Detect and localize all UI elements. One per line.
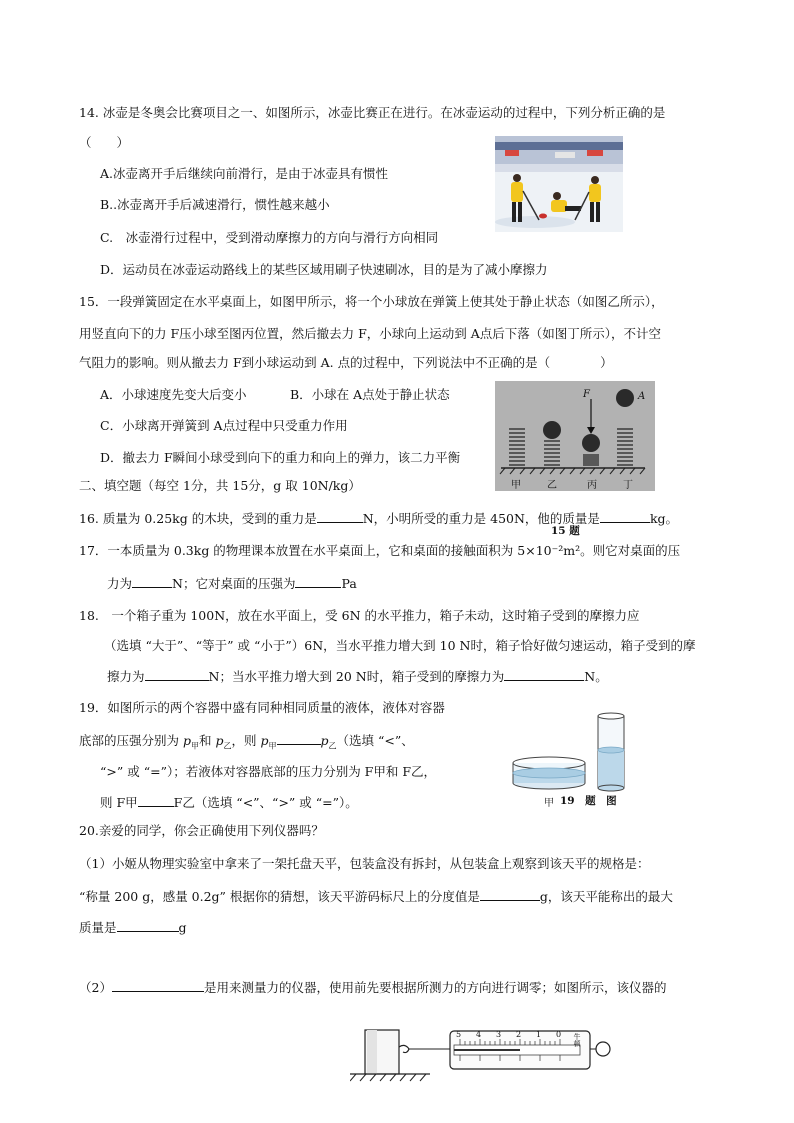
q18-part-1: 擦力为: [107, 669, 145, 684]
q17-part-1: 力为: [107, 576, 133, 591]
spring-balance-figure: [350, 1025, 612, 1087]
q20-p2-text-b: 是用来测量力的仪器，使用前先要根据所测力的方向进行调零；如图所示，该仪器的: [203, 980, 667, 995]
q18-part-3: N。: [584, 669, 608, 684]
q15-line-3: 气阻力的影响。则从撤去力 F到小球运动到 A. 点的过程中，下列说法中不正确的是（ ）: [79, 355, 613, 370]
q15-option-a: A．小球速度先变大后变小: [100, 387, 247, 402]
q20-blank-1[interactable]: [480, 888, 540, 901]
q19-line-3: “>” 或 “=”）；若液体对容器底部的压力分别为 F甲和 F乙，: [100, 764, 436, 779]
q16-part-3: kg。: [649, 511, 679, 526]
scale-num-4: 4: [476, 1030, 482, 1039]
label-ding: 丁: [623, 480, 633, 491]
q15-line-1: 15．一段弹簧固定在水平桌面上，如图甲所示，将一个小球放在弹簧上使其处于静止状态（如图乙所示），: [79, 294, 664, 309]
scale-num-2: 2: [516, 1030, 522, 1039]
q19-blank-2[interactable]: [138, 794, 174, 807]
q17-part-2: N；它对桌面的压强为: [172, 576, 296, 591]
q17-part-3: Pa: [341, 576, 357, 591]
q16-blank-2[interactable]: [600, 510, 650, 523]
p-jia-symbol-2: p: [260, 733, 269, 748]
q17-blank-2[interactable]: [295, 575, 341, 588]
q18-blank-2[interactable]: [504, 668, 584, 681]
q20-p1-line-2: [79, 888, 673, 905]
force-label: F: [583, 389, 590, 400]
q15-option-c: C．小球离开弹簧到 A点过程中只受重力作用: [100, 418, 348, 433]
q18-line-3: [107, 668, 608, 685]
label-jia: 甲: [511, 480, 521, 491]
q17-line-2: [107, 575, 357, 592]
q15-option-d: D．撤去力 F瞬间小球受到向下的重力和向上的弹力，该二力平衡: [100, 450, 461, 465]
q19-figure-caption: 19 题 图: [560, 795, 617, 807]
q14-option-b: B..冰壶离开手后减速滑行，惯性越来越小: [100, 197, 330, 212]
p-jia-sub: 甲: [191, 741, 199, 751]
q20-p1-line-3: [79, 919, 187, 936]
q19-text-a: 底部的压强分别为: [79, 733, 183, 748]
q14-paren: （ ）: [79, 135, 130, 150]
q20-p1-text-b: g，该天平能称出的最大: [539, 889, 673, 904]
q20-p2-line: [79, 979, 666, 996]
q14-option-d: D．运动员在冰壶运动路线上的某些区域用刷子快速刷冰，目的是为了减小摩擦力: [100, 262, 548, 277]
point-a-label: A: [638, 391, 646, 402]
q16-blank-1[interactable]: [317, 510, 363, 523]
q20-p1-line-1: （1）小姬从物理实验室中拿来了一架托盘天平，包装盒没有拆封，从包装盒上观察到该天平的规格是：: [79, 856, 650, 871]
p-yi-symbol-2: p: [320, 733, 329, 748]
q19-line-1: 19．如图所示的两个容器中盛有同种相同质量的液体，液体对容器: [79, 700, 445, 715]
container-jia-label: 甲: [544, 798, 554, 808]
q18-line-2: （选填 “大于”、“等于” 或 “小于”）6N，当水平推力增大到 10 N时，箱子恰好做匀速运动，箱子受到的摩: [104, 638, 696, 653]
q19-text-e: 则 F甲: [100, 795, 138, 810]
p-yi-sub-2: 乙: [328, 741, 337, 751]
scale-num-3: 3: [496, 1030, 502, 1039]
spring-figure: [495, 381, 655, 491]
p-yi-sub: 乙: [223, 741, 232, 751]
q20-p1-text-d: g: [178, 920, 187, 935]
q17-line-1: 17．一本质量为 0.3kg 的物理课本放置在水平桌面上，它和桌面的接触面积为 5×10⁻²m²。则它对桌面的压: [79, 543, 681, 558]
q16-part-2: N，小明所受的重力是 450N，他的质量是: [362, 511, 600, 526]
q16: [79, 510, 678, 527]
curling-photo: [495, 136, 623, 232]
scale-unit: 牛顿: [573, 1033, 581, 1047]
q18-blank-1[interactable]: [145, 668, 209, 681]
q14-option-c: C. 冰壶滑行过程中，受到滑动摩擦力的方向与滑行方向相同: [100, 230, 439, 245]
q19-text-c: ，则: [231, 733, 261, 748]
label-yi: 乙: [547, 480, 557, 491]
q18-line-1: 18. 一个箱子重为 100N，放在水平面上，受 6N 的水平推力，箱子未动，这时箱子受到的摩擦力应: [79, 608, 640, 623]
q20-p1-text-c: 质量是: [79, 920, 117, 935]
label-bing: 丙: [587, 480, 597, 491]
q20-title: 20.亲爱的同学，你会正确使用下列仪器吗？: [79, 823, 324, 838]
q16-part-1: 16. 质量为 0.25kg 的木块，受到的重力是: [79, 511, 317, 526]
q20-p1-text-a: “称量 200 g，感量 0.2g” 根据你的猜想，该天平游码标尺上的分度值是: [79, 889, 480, 904]
q19-line-4: [100, 794, 358, 811]
section-2-title: 二、填空题（每空 1分，共 15分，g 取 10N/kg）: [79, 478, 361, 493]
p-jia-symbol: p: [182, 733, 191, 748]
q20-blank-2[interactable]: [117, 919, 179, 932]
q18-part-2: N；当水平推力增大到 20 N时，箱子受到的摩擦力为: [208, 669, 505, 684]
q20-p2-text-a: （2）: [79, 980, 112, 995]
scale-num-5: 5: [456, 1030, 462, 1039]
q14-stem: 14. 冰壶是冬奥会比赛项目之一、如图所示，冰壶比赛正在进行。在冰壶运动的过程中，下列分析正确的是: [79, 105, 666, 120]
q15-option-b: B．小球在 A点处于静止状态: [290, 387, 450, 402]
q19-text-b: 和: [199, 733, 216, 748]
q15-figure-caption: 15 题: [551, 525, 580, 537]
q19-line-2: [79, 732, 414, 755]
q17-blank-1[interactable]: [132, 575, 172, 588]
scale-num-1: 1: [536, 1030, 542, 1039]
p-jia-sub-2: 甲: [268, 741, 277, 751]
q14-option-a: A.冰壶离开手后继续向前滑行，是由于冰壶具有惯性: [100, 166, 389, 181]
p-yi-symbol: p: [215, 733, 224, 748]
q20-blank-3[interactable]: [112, 979, 204, 992]
q19-blank-1[interactable]: [277, 732, 321, 745]
q19-text-f: F乙（选填 “<”、“>” 或 “=”）。: [173, 795, 358, 810]
q19-text-d: （选填 “<”、: [336, 733, 414, 748]
q15-line-2: 用竖直向下的力 F压小球至图丙位置，然后撤去力 F，小球向上运动到 A点后下落（如图丁所示），不计空: [79, 326, 662, 341]
scale-num-0: 0: [556, 1030, 562, 1039]
